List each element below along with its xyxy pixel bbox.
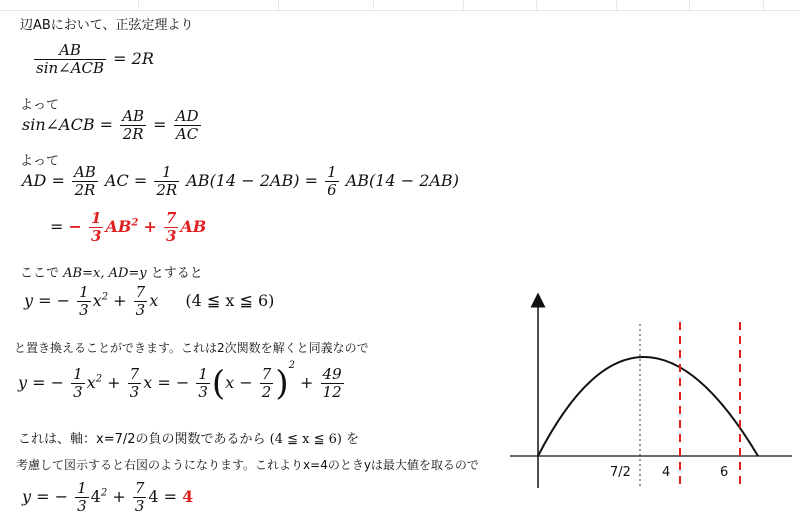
x-term: x (143, 373, 153, 392)
axis-text: これは、軸：x=7/2の負の関数であるから (18, 432, 266, 447)
intro-text: 辺ABにおいて、正弦定理より (20, 18, 194, 33)
fraction (34, 42, 106, 77)
denominator: 3 (198, 383, 208, 401)
fraction (75, 480, 89, 515)
numerator: 1 (154, 164, 179, 182)
ruler-cell (138, 0, 279, 10)
four-term: 4 (90, 487, 101, 506)
denominator: 3 (165, 227, 177, 245)
denominator: 3 (134, 497, 145, 515)
x-term: x (86, 373, 96, 392)
ab-expression: AB(14 − 2AB) = (186, 171, 318, 190)
y-equals: y = − (22, 487, 69, 506)
numerator: AD (175, 107, 199, 125)
x-term: x (92, 291, 102, 310)
equals-sign: = (153, 115, 167, 134)
vertex-form-formula (18, 359, 346, 404)
ruler-strip (0, 0, 800, 11)
y-equals: y = − (18, 373, 65, 392)
red-ab-term: AB (105, 217, 132, 236)
fraction (196, 366, 210, 401)
yotte-text-1: よって (20, 98, 60, 113)
ab-expression: AB(14 − 2AB) (345, 171, 459, 190)
denominator: sin∠ACB (36, 59, 105, 77)
plus-sign: + (107, 373, 121, 392)
ac-term: AC (104, 171, 129, 190)
exponent: 2 (101, 291, 109, 303)
denominator: 3 (91, 227, 102, 245)
numerator: 1 (198, 365, 208, 383)
domain-range: (4 ≦ x ≦ 6) (269, 432, 342, 447)
vertex-label: 7/2 (610, 465, 631, 480)
sin-acb-label: sin∠ACB = (22, 115, 114, 134)
substitution-line (20, 262, 203, 281)
law-of-sines-formula (32, 42, 154, 77)
denominator: 3 (135, 301, 146, 319)
substitution: AB=x, AD=y (63, 266, 147, 281)
numerator: 7 (135, 283, 146, 301)
numerator: AB (34, 42, 106, 60)
fraction (120, 108, 146, 143)
red-minus: − (68, 217, 82, 236)
y-equals: y = − (24, 291, 71, 310)
fraction (77, 284, 91, 319)
ruler-cell (536, 0, 617, 10)
denominator: 2R (156, 181, 178, 199)
denominator: 2R (74, 181, 96, 199)
red-ab-term: AB (180, 217, 207, 236)
numerator: 7 (129, 365, 140, 383)
ruler-cell (689, 0, 764, 10)
fraction (133, 480, 147, 515)
numerator: 1 (91, 209, 102, 227)
denominator: 3 (77, 497, 87, 515)
numerator: 1 (77, 479, 87, 497)
wo-particle: を (346, 432, 360, 447)
rewrite-text: と置き換えることができます。これは2次関数を解くと同義なので (14, 341, 369, 355)
equals-2r: = 2R (113, 49, 154, 68)
domain-range: (4 ≦ x ≦ 6) (185, 291, 275, 310)
fraction (154, 164, 179, 199)
fraction (72, 164, 98, 199)
numerator: 7 (134, 479, 145, 497)
maximum-value-formula (22, 480, 193, 515)
quadratic-definition (24, 284, 274, 319)
equals-sign: = (133, 171, 148, 190)
fraction (174, 108, 201, 143)
numerator: 7 (165, 209, 177, 227)
numerator: 49 (322, 365, 342, 383)
numerator: 1 (79, 283, 89, 301)
x4-label: 4 (662, 465, 671, 480)
x-term: x (149, 291, 159, 310)
equals-sign: = (163, 487, 178, 506)
fraction (164, 210, 178, 245)
x-minus: x − (225, 373, 253, 392)
ruler-cell (616, 0, 690, 10)
fraction (321, 366, 344, 401)
plus-sign: + (300, 373, 314, 392)
sine-ratio-formula (22, 108, 203, 143)
conclusion-text: 考慮して図示すると右図のようになります。これよりx=4のときyは最大値を取るので (16, 458, 479, 472)
denominator: 2R (122, 125, 144, 143)
ruler-cell (0, 0, 139, 10)
ruler-cell (278, 0, 374, 10)
fraction (71, 366, 85, 401)
left-paren: ( (211, 363, 226, 404)
equals-minus: = − (157, 373, 190, 392)
plus-sign: + (113, 291, 127, 310)
ad-label: AD = (22, 171, 65, 190)
denominator: 3 (73, 383, 83, 401)
x6-label: 6 (720, 465, 729, 480)
exponent: 2 (131, 217, 139, 229)
yotte-text-2: よって (20, 154, 60, 169)
four-term: 4 (148, 487, 159, 506)
numerator: AB (122, 107, 145, 125)
parabola-graph (500, 290, 800, 500)
exponent: 2 (288, 359, 295, 371)
plus-sign: + (112, 487, 126, 506)
numerator: 1 (327, 163, 337, 181)
axis-explanation (18, 428, 359, 447)
ruler-cell (373, 0, 464, 10)
equals-sign: = (50, 217, 64, 236)
denominator: 12 (322, 383, 342, 401)
ad-simplified-formula (50, 210, 206, 245)
fraction (134, 284, 148, 319)
answer-value: 4 (182, 487, 194, 506)
to-suru-to: とすると (150, 266, 203, 281)
fraction (128, 366, 142, 401)
koko-de: ここで (20, 266, 60, 281)
ad-expansion-formula (22, 164, 459, 199)
red-plus: + (143, 217, 157, 236)
fraction (89, 210, 103, 245)
fraction (325, 164, 339, 199)
denominator: AC (175, 125, 199, 143)
denominator: 6 (327, 181, 337, 199)
right-paren: ) (275, 363, 289, 404)
numerator: 1 (73, 365, 83, 383)
denominator: 2 (261, 383, 272, 401)
denominator: 3 (129, 383, 140, 401)
fraction (260, 366, 274, 401)
denominator: 3 (79, 301, 89, 319)
numerator: 7 (261, 365, 272, 383)
exponent: 2 (95, 373, 103, 385)
numerator: AB (73, 163, 96, 181)
parabola-curve (538, 357, 758, 456)
exponent: 2 (100, 487, 108, 499)
ruler-cell (463, 0, 537, 10)
